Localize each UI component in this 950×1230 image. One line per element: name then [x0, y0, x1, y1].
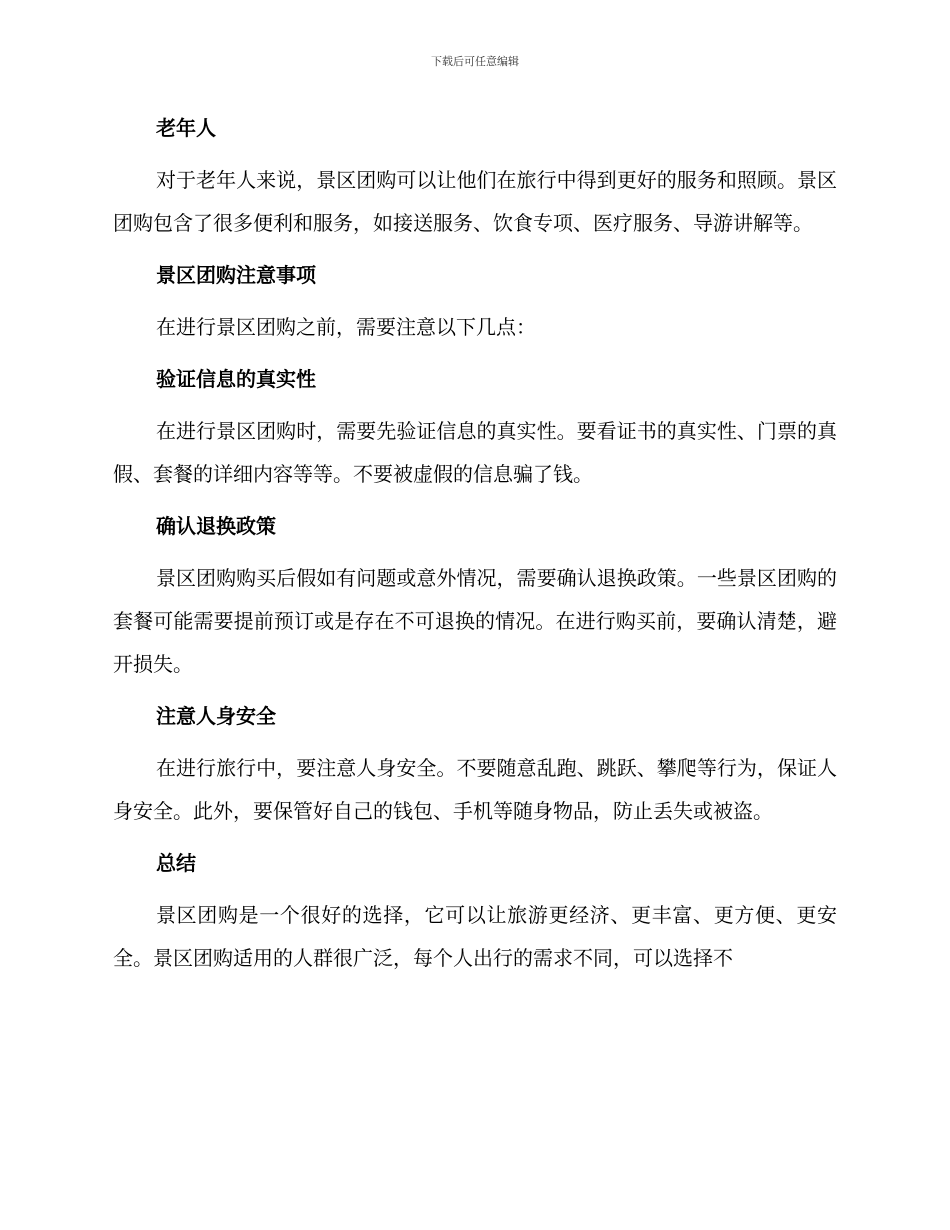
page-header: 下载后可任意编辑: [431, 55, 519, 68]
section-paragraph-safety: 在进行旅行中，要注意人身安全。不要随意乱跑、跳跃、攀爬等行为，保证人身安全。此外，要保管好自己的钱包、手机等随身物品，防止丢失或被盗。: [113, 756, 837, 823]
section-paragraph-notes: 在进行景区团购之前，需要注意以下几点：: [156, 315, 536, 339]
section-paragraph-refund: 景区团购购买后假如有问题或意外情况，需要确认退换政策。一些景区团购的套餐可能需要提前预订或是存在不可退换的情况。在进行购买前，要确认清楚，避开损失。: [113, 566, 837, 676]
document-body: [113, 108, 837, 980]
section-heading-verify: 验证信息的真实性: [156, 367, 316, 391]
section-heading-elderly: 老年人: [156, 116, 216, 140]
section-heading-safety: 注意人身安全: [156, 704, 276, 728]
section-paragraph-elderly: 对于老年人来说，景区团购可以让他们在旅行中得到更好的服务和照顾。景区团购包含了很多便利和服务，如接送服务、饮食专项、医疗服务、导游讲解等。: [113, 168, 837, 235]
section-heading-summary: 总结: [156, 851, 196, 875]
section-heading-notes: 景区团购注意事项: [156, 263, 316, 287]
section-heading-refund: 确认退换政策: [156, 514, 276, 538]
section-paragraph-summary: 景区团购是一个很好的选择，它可以让旅游更经济、更丰富、更方便、更安全。景区团购适用的人群很广泛，每个人出行的需求不同，可以选择不: [113, 903, 837, 970]
section-paragraph-verify: 在进行景区团购时，需要先验证信息的真实性。要看证书的真实性、门票的真假、套餐的详细内容等等。不要被虚假的信息骗了钱。: [113, 419, 837, 486]
